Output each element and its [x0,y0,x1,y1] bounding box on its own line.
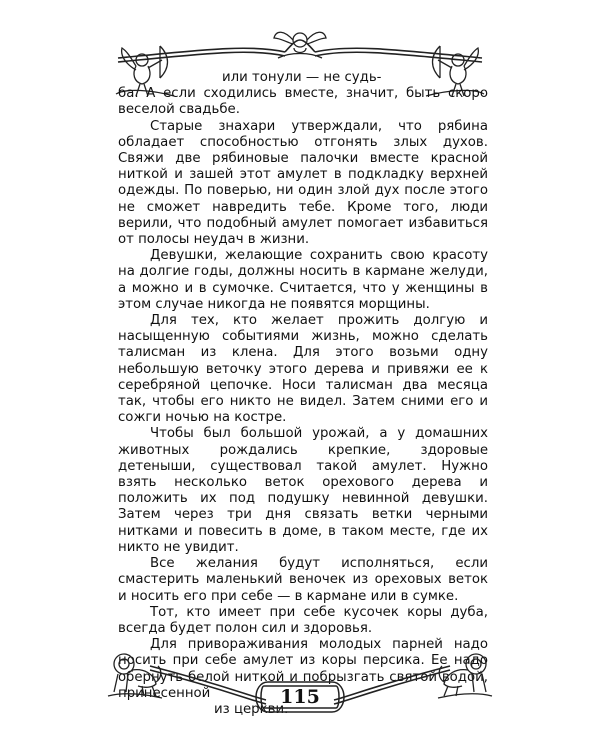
page-number: 115 [280,686,320,708]
paragraph: или тонули — не судь- [222,70,382,85]
paragraph: Старые знахари утверждали, что рябина обладает способностью отгонять злых духов. Свяжи две рябиновые палочки вместе красной ниткой и зашей этот амулет в подкладку верхней одежды. По поверью, ни один злой дух после этого не сможет навредить тебе. Кроме того, люди верили, что подобный амулет помогает избавиться от полосы неудач в жизни. [118,118,488,248]
paragraph: Все желания будут исполняться, если смастерить маленький веночек из ореховых веток и носить его при себе — в кармане или в сумке. [118,556,488,604]
paragraph: Для тех, кто желает прожить долгую и насыщенную событиями жизнь, можно сделать талисман из клена. Для этого возьми одну небольшую веточку этого дерева и привяжи ее к серебряной цепочке. Носи талисман два месяца так, чтобы его никто не видел. Затем сними его и сожги ночью на костре. [118,313,488,426]
lion-right-icon [436,648,496,702]
lion-left-icon [104,648,164,702]
paragraph: Для привораживания молодых парней надо носить при себе амулет из коры персика. Ее надо обернуть белой ниткой и побрызгать святой водой, принесенной [118,637,488,701]
paragraph: Тот, кто имеет при себе кусочек коры дуба, всегда будет полон сил и здоровья. [118,604,488,636]
paragraph: из церкви. [214,701,289,717]
paragraph: Чтобы был большой урожай, а у домашних животных рождались крепкие, здоровые детеныши, существовал такой амулет. Нужно взять несколько веток орехового дерева и положить их под подушку невинной девушки. Затем через три дня связать ветки черными нитками и повесить в доме, в таком месте, где их никто не увидит. [118,426,488,555]
cherub-center-icon [272,20,328,66]
paragraph: Девушки, желающие сохранить свою красоту на долгие годы, должны носить в кармане желуди, а можно и в сумочке. Считается, что у женщины в этом случае никогда не появятся морщины. [118,248,488,312]
paragraph: ба. А если сходились вместе, значит, быть скоро веселой свадьбе. [118,86,488,118]
main-text [118,70,488,718]
